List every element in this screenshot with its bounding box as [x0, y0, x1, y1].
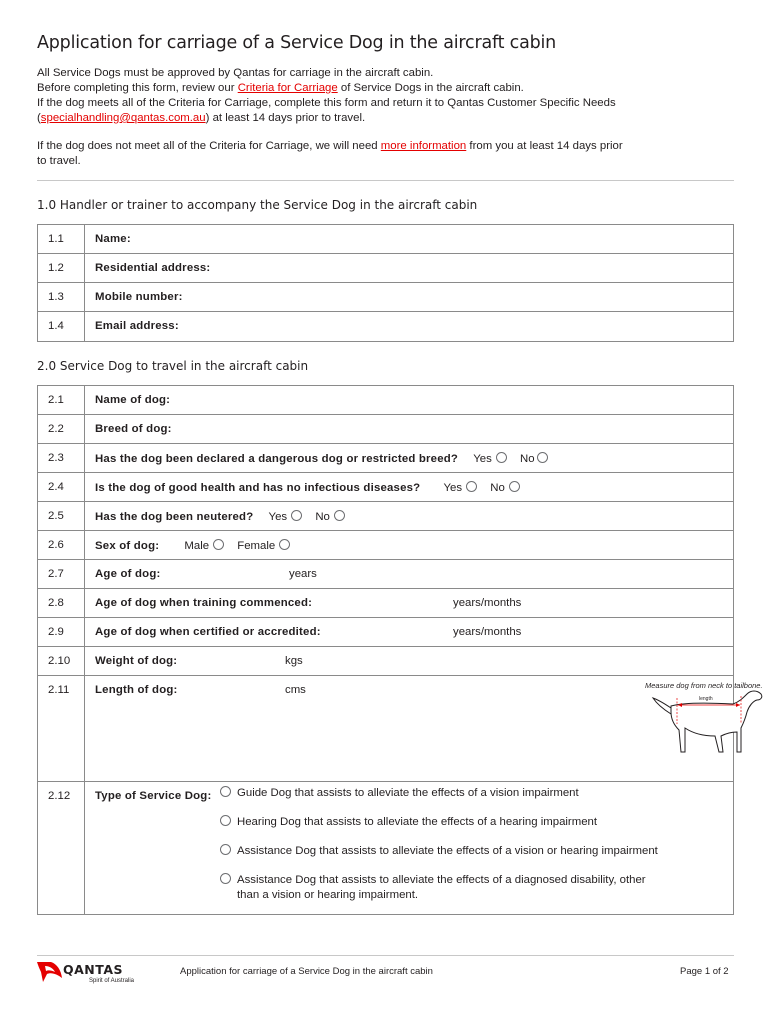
email-link[interactable]: specialhandling@qantas.com.au	[40, 112, 206, 124]
service-type-option-continuation: than a vision or hearing impairment.	[237, 889, 419, 901]
intro-text-fragment: If the dog does not meet all of the Criteria for Carriage, we will need	[37, 140, 381, 152]
service-type-option-hearing[interactable]	[220, 815, 597, 830]
table-row	[38, 225, 734, 254]
dangerous-dog-question	[85, 444, 734, 473]
option-label: Female	[237, 540, 276, 552]
row-number: 2.2	[38, 415, 85, 444]
more-information-link[interactable]: more information	[380, 140, 467, 152]
row-number: 2.11	[38, 676, 85, 782]
option-label: Yes	[268, 511, 288, 523]
radio-button[interactable]	[537, 452, 548, 463]
option-label: Yes	[473, 453, 492, 465]
radio-button[interactable]	[334, 510, 345, 521]
sex-question	[85, 531, 734, 560]
option-label: Assistance Dog that assists to alleviate the effects of a vision or hearing impairment	[237, 845, 658, 857]
intro2-line-1	[37, 139, 737, 154]
field-label: Has the dog been declared a dangerous dog or restricted breed?	[95, 453, 459, 465]
row-number: 2.9	[38, 618, 85, 647]
section-1-heading: 1.0 Handler or trainer to accompany the Service Dog in the aircraft cabin	[37, 198, 478, 212]
no-option[interactable]	[490, 481, 520, 494]
row-number: 2.12	[38, 782, 85, 915]
measure-caption: Measure dog from neck to tailbone.	[645, 681, 763, 690]
field-label: Name of dog:	[95, 394, 171, 406]
field-label: Type of Service Dog:	[95, 790, 212, 802]
service-type-option-assistance-vision-hearing[interactable]	[220, 844, 658, 859]
row-number: 2.4	[38, 473, 85, 502]
option-label: Yes	[443, 482, 463, 494]
dog-measure-illustration	[645, 676, 770, 766]
field-label: Mobile number:	[95, 291, 183, 303]
option-label: No	[315, 511, 330, 523]
intro-line-4	[37, 111, 737, 126]
service-type-option-assistance-other[interactable]	[220, 873, 646, 888]
yes-option[interactable]	[443, 481, 477, 494]
intro-paragraph-2	[37, 139, 737, 169]
radio-button[interactable]	[466, 481, 477, 492]
radio-button[interactable]	[291, 510, 302, 521]
field-label: Has the dog been neutered?	[95, 511, 254, 523]
footer-divider	[37, 955, 734, 956]
radio-button[interactable]	[279, 539, 290, 550]
field-label: Age of dog when certified or accredited:	[95, 626, 321, 638]
unit-label: kgs	[285, 655, 303, 667]
table-row	[38, 531, 734, 560]
service-type-question	[85, 782, 734, 915]
row-number: 1.2	[38, 254, 85, 283]
field-label: Is the dog of good health and has no infectious diseases?	[95, 482, 421, 494]
dog-breed-field[interactable]	[85, 415, 734, 444]
field-label: Breed of dog:	[95, 423, 172, 435]
section-2-heading: 2.0 Service Dog to travel in the aircraft cabin	[37, 359, 309, 373]
option-label: Hearing Dog that assists to alleviate the effects of a hearing impairment	[237, 816, 598, 828]
field-label: Sex of dog:	[95, 540, 160, 552]
page-title: Application for carriage of a Service Dog in the aircraft cabin	[37, 33, 557, 53]
no-option[interactable]	[520, 452, 548, 465]
intro-text-fragment: of Service Dogs in the aircraft cabin.	[337, 82, 524, 94]
no-option[interactable]	[315, 510, 345, 523]
table-row	[38, 386, 734, 415]
unit-label: years/months	[453, 626, 522, 638]
table-row	[38, 502, 734, 531]
unit-label: years	[289, 568, 317, 580]
intro-line-2	[37, 81, 737, 96]
kangaroo-logo-icon	[37, 960, 63, 982]
field-label: Age of dog when training commenced:	[95, 597, 313, 609]
dog-table	[37, 385, 763, 915]
yes-option[interactable]	[269, 510, 303, 523]
residential-address-field[interactable]	[85, 254, 734, 283]
divider	[37, 180, 734, 181]
intro-text-fragment: from you at least 14 days prior	[466, 140, 623, 152]
email-address-field[interactable]	[85, 312, 734, 342]
intro-text-fragment: ) at least 14 days prior to travel.	[205, 112, 366, 124]
intro-text	[37, 66, 737, 126]
radio-button[interactable]	[213, 539, 224, 550]
radio-button[interactable]	[220, 786, 231, 797]
table-row	[38, 618, 734, 647]
field-label: Weight of dog:	[95, 655, 178, 667]
radio-button[interactable]	[220, 873, 231, 884]
weight-field[interactable]	[85, 647, 734, 676]
intro2-line-2: to travel.	[37, 155, 81, 167]
row-number: 1.3	[38, 283, 85, 312]
footer-title: Application for carriage of a Service Dog in the aircraft cabin	[180, 966, 433, 977]
row-number: 2.10	[38, 647, 85, 676]
mobile-number-field[interactable]	[85, 283, 734, 312]
table-row	[38, 254, 734, 283]
row-number: 1.4	[38, 312, 85, 342]
unit-label: cms	[285, 684, 306, 696]
option-label: No	[490, 482, 505, 494]
logo-tagline: Spirit of Australia	[89, 978, 135, 984]
option-label: Assistance Dog that assists to alleviate the effects of a diagnosed disability, other	[237, 874, 646, 886]
intro-text-fragment: Before completing this form, review our	[37, 82, 238, 94]
table-row	[38, 312, 734, 342]
table-row	[38, 782, 734, 915]
male-option[interactable]	[184, 539, 224, 552]
table-row	[38, 560, 734, 589]
row-number: 2.6	[38, 531, 85, 560]
service-type-option-guide[interactable]	[220, 786, 579, 801]
radio-button[interactable]	[509, 481, 520, 492]
row-number: 2.8	[38, 589, 85, 618]
option-label: No	[520, 453, 535, 465]
handler-name-field[interactable]	[85, 225, 734, 254]
table-row	[38, 444, 734, 473]
field-label: Residential address:	[95, 262, 211, 274]
neutered-question	[85, 502, 734, 531]
handler-table	[37, 224, 734, 342]
length-label: length	[699, 696, 713, 702]
row-number: 2.3	[38, 444, 85, 473]
option-label: Male	[184, 540, 210, 552]
row-number: 2.7	[38, 560, 85, 589]
good-health-question	[85, 473, 734, 502]
unit-label: years/months	[453, 597, 522, 609]
age-field[interactable]	[85, 560, 734, 589]
female-option[interactable]	[237, 539, 290, 552]
intro-line-1: All Service Dogs must be approved by Qantas for carriage in the aircraft cabin.	[37, 67, 434, 79]
option-label: Guide Dog that assists to alleviate the effects of a vision impairment	[237, 787, 579, 799]
length-field[interactable]	[85, 676, 763, 782]
field-label: Email address:	[95, 320, 179, 332]
yes-option[interactable]	[473, 452, 507, 465]
dog-name-field[interactable]	[85, 386, 734, 415]
intro-text-fragment: (	[37, 112, 41, 124]
certified-age-field[interactable]	[85, 618, 734, 647]
radio-button[interactable]	[220, 815, 231, 826]
intro-line-3: If the dog meets all of the Criteria for Carriage, complete this form and return it to Qantas Customer Specific Needs	[37, 97, 616, 109]
table-row	[38, 415, 734, 444]
table-row	[38, 589, 734, 618]
criteria-link[interactable]: Criteria for Carriage	[237, 82, 338, 94]
field-label: Name:	[95, 233, 131, 245]
dog-outline-icon	[645, 676, 770, 766]
row-number: 2.1	[38, 386, 85, 415]
table-row	[38, 283, 734, 312]
field-label: Age of dog:	[95, 568, 161, 580]
table-row	[38, 647, 734, 676]
logo-wordmark: QANTAS	[63, 962, 123, 977]
training-age-field[interactable]	[85, 589, 734, 618]
table-row	[38, 473, 734, 502]
table-row	[38, 676, 734, 782]
page-number: Page 1 of 2	[680, 966, 729, 977]
row-number: 2.5	[38, 502, 85, 531]
radio-button[interactable]	[220, 844, 231, 855]
radio-button[interactable]	[496, 452, 507, 463]
row-number: 1.1	[38, 225, 85, 254]
field-label: Length of dog:	[95, 684, 178, 696]
